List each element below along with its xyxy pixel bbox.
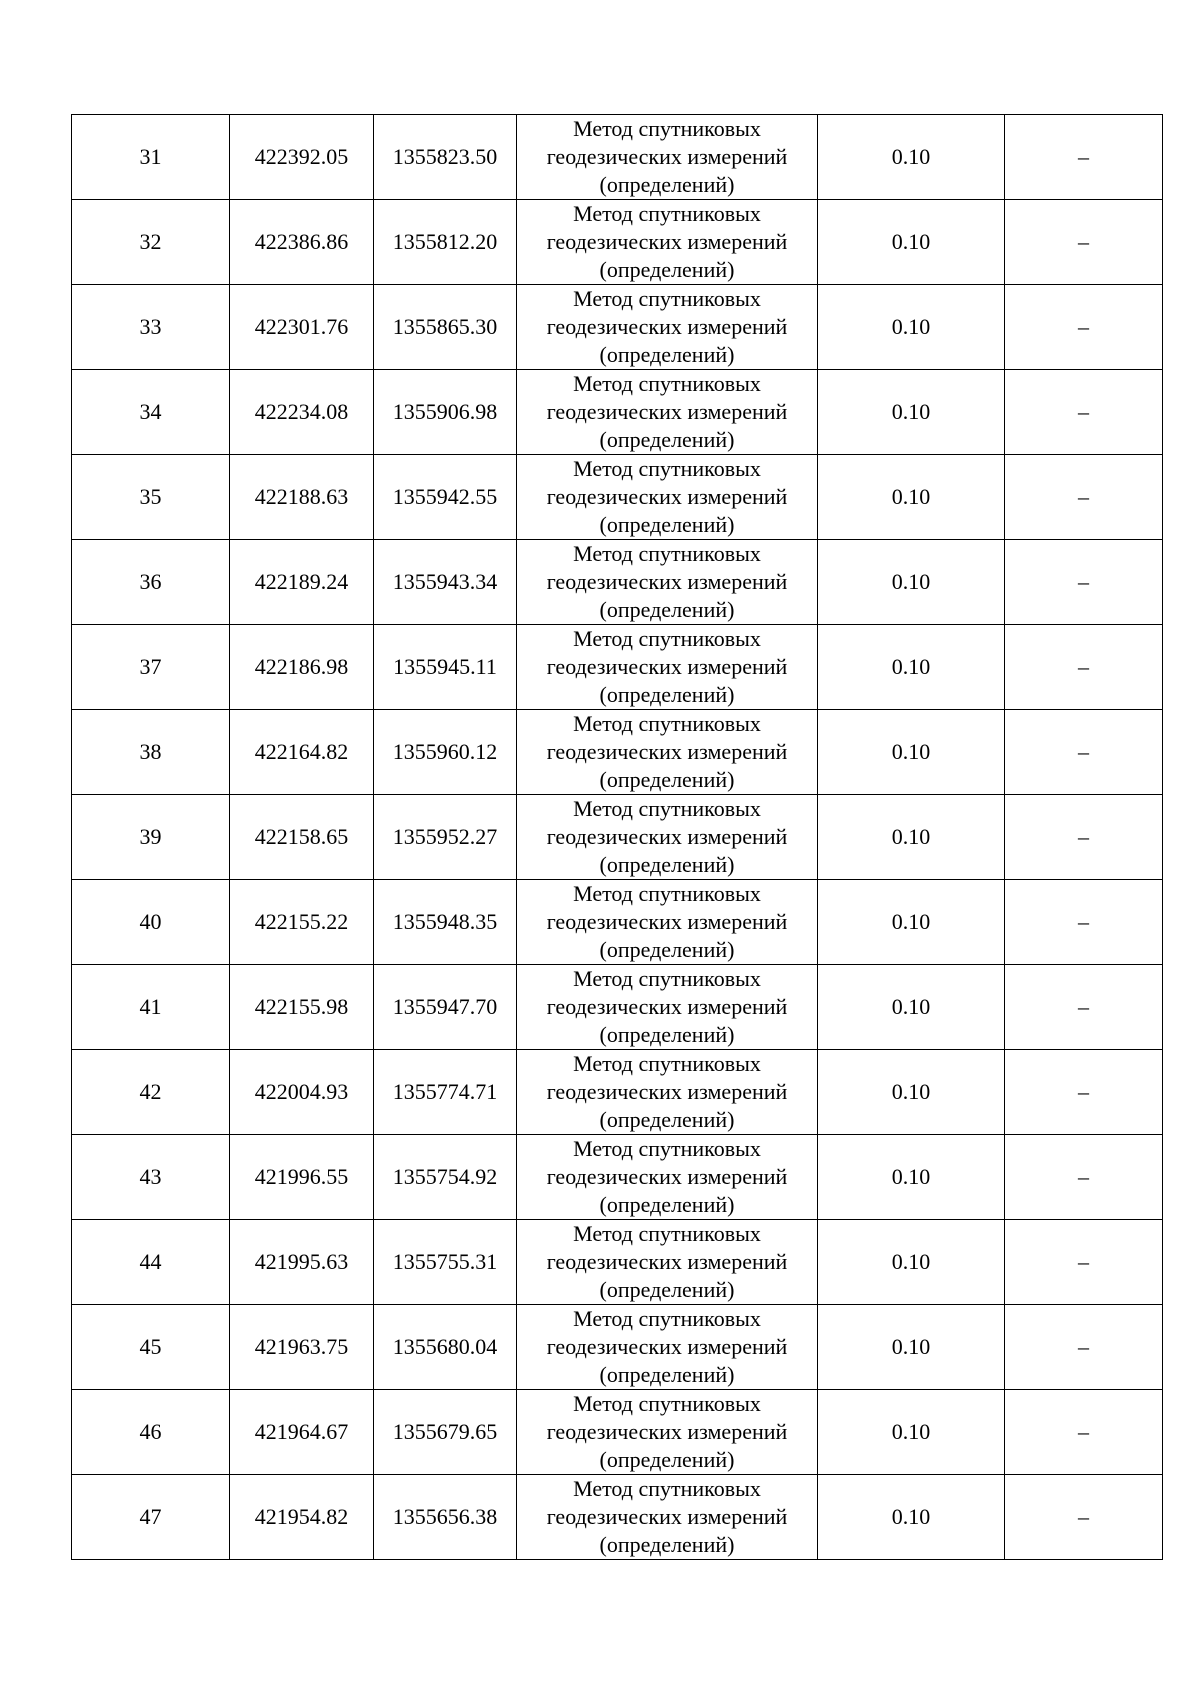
y-coordinate-cell: 1355774.71 <box>374 1050 517 1135</box>
description-cell: – <box>1005 965 1163 1050</box>
description-cell: – <box>1005 1475 1163 1560</box>
method-cell <box>517 1135 818 1220</box>
method-line: геодезических измерений <box>546 909 788 934</box>
method-line: Метод спутниковых <box>573 371 761 396</box>
table-row <box>72 1050 1163 1135</box>
method-line: (определений) <box>599 1447 735 1472</box>
accuracy-cell: 0.10 <box>818 285 1005 370</box>
method-line: (определений) <box>599 1362 735 1387</box>
method-cell <box>517 1475 818 1560</box>
point-number-cell: 41 <box>72 965 230 1050</box>
y-coordinate-cell: 1355945.11 <box>374 625 517 710</box>
method-line: (определений) <box>599 852 735 877</box>
table-row <box>72 625 1163 710</box>
method-line: (определений) <box>599 1107 735 1132</box>
point-number-cell: 34 <box>72 370 230 455</box>
method-line: Метод спутниковых <box>573 201 761 226</box>
method-line: геодезических измерений <box>546 1249 788 1274</box>
x-coordinate-cell: 422155.22 <box>230 880 374 965</box>
method-line: геодезических измерений <box>546 569 788 594</box>
y-coordinate-cell: 1355942.55 <box>374 455 517 540</box>
y-coordinate-cell: 1355754.92 <box>374 1135 517 1220</box>
point-number-cell: 45 <box>72 1305 230 1390</box>
y-coordinate-cell: 1355680.04 <box>374 1305 517 1390</box>
x-coordinate-cell: 421964.67 <box>230 1390 374 1475</box>
table-row <box>72 540 1163 625</box>
method-line: Метод спутниковых <box>573 1051 761 1076</box>
method-cell <box>517 370 818 455</box>
accuracy-cell: 0.10 <box>818 965 1005 1050</box>
y-coordinate-cell: 1355679.65 <box>374 1390 517 1475</box>
accuracy-cell: 0.10 <box>818 540 1005 625</box>
table-body <box>72 115 1163 1560</box>
description-cell: – <box>1005 370 1163 455</box>
description-cell: – <box>1005 880 1163 965</box>
coordinates-table <box>71 114 1163 1560</box>
point-number-cell: 43 <box>72 1135 230 1220</box>
method-line: Метод спутниковых <box>573 116 761 141</box>
accuracy-cell: 0.10 <box>818 1305 1005 1390</box>
x-coordinate-cell: 422301.76 <box>230 285 374 370</box>
x-coordinate-cell: 422155.98 <box>230 965 374 1050</box>
point-number-cell: 47 <box>72 1475 230 1560</box>
method-line: Метод спутниковых <box>573 1391 761 1416</box>
table-row <box>72 1475 1163 1560</box>
point-number-cell: 44 <box>72 1220 230 1305</box>
table-row <box>72 455 1163 540</box>
table-row <box>72 370 1163 455</box>
y-coordinate-cell: 1355755.31 <box>374 1220 517 1305</box>
point-number-cell: 40 <box>72 880 230 965</box>
method-line: (определений) <box>599 597 735 622</box>
y-coordinate-cell: 1355948.35 <box>374 880 517 965</box>
method-line: геодезических измерений <box>546 1334 788 1359</box>
method-line: Метод спутниковых <box>573 456 761 481</box>
accuracy-cell: 0.10 <box>818 1220 1005 1305</box>
y-coordinate-cell: 1355865.30 <box>374 285 517 370</box>
x-coordinate-cell: 421995.63 <box>230 1220 374 1305</box>
accuracy-cell: 0.10 <box>818 710 1005 795</box>
point-number-cell: 38 <box>72 710 230 795</box>
method-line: Метод спутниковых <box>573 1136 761 1161</box>
method-line: (определений) <box>599 427 735 452</box>
description-cell: – <box>1005 625 1163 710</box>
method-line: (определений) <box>599 682 735 707</box>
table-row <box>72 880 1163 965</box>
method-line: геодезических измерений <box>546 1079 788 1104</box>
description-cell: – <box>1005 200 1163 285</box>
method-line: Метод спутниковых <box>573 286 761 311</box>
method-line: (определений) <box>599 1022 735 1047</box>
point-number-cell: 36 <box>72 540 230 625</box>
method-line: геодезических измерений <box>546 1504 788 1529</box>
method-cell <box>517 455 818 540</box>
table-row <box>72 1305 1163 1390</box>
method-line: (определений) <box>599 937 735 962</box>
accuracy-cell: 0.10 <box>818 795 1005 880</box>
method-line: геодезических измерений <box>546 654 788 679</box>
method-cell <box>517 625 818 710</box>
x-coordinate-cell: 421996.55 <box>230 1135 374 1220</box>
point-number-cell: 33 <box>72 285 230 370</box>
method-line: Метод спутниковых <box>573 1476 761 1501</box>
method-line: (определений) <box>599 1277 735 1302</box>
accuracy-cell: 0.10 <box>818 370 1005 455</box>
method-line: геодезических измерений <box>546 399 788 424</box>
description-cell: – <box>1005 285 1163 370</box>
description-cell: – <box>1005 455 1163 540</box>
method-line: (определений) <box>599 767 735 792</box>
point-number-cell: 35 <box>72 455 230 540</box>
method-cell <box>517 1305 818 1390</box>
x-coordinate-cell: 422164.82 <box>230 710 374 795</box>
description-cell: – <box>1005 710 1163 795</box>
x-coordinate-cell: 421963.75 <box>230 1305 374 1390</box>
method-line: (определений) <box>599 1192 735 1217</box>
table-row <box>72 710 1163 795</box>
table-row <box>72 285 1163 370</box>
method-line: геодезических измерений <box>546 994 788 1019</box>
table-row <box>72 795 1163 880</box>
table-row <box>72 965 1163 1050</box>
x-coordinate-cell: 422392.05 <box>230 115 374 200</box>
description-cell: – <box>1005 1220 1163 1305</box>
method-cell <box>517 965 818 1050</box>
y-coordinate-cell: 1355960.12 <box>374 710 517 795</box>
accuracy-cell: 0.10 <box>818 1390 1005 1475</box>
description-cell: – <box>1005 115 1163 200</box>
accuracy-cell: 0.10 <box>818 115 1005 200</box>
method-line: (определений) <box>599 512 735 537</box>
point-number-cell: 37 <box>72 625 230 710</box>
method-line: геодезических измерений <box>546 144 788 169</box>
description-cell: – <box>1005 795 1163 880</box>
method-line: геодезических измерений <box>546 824 788 849</box>
method-cell <box>517 540 818 625</box>
method-cell <box>517 1050 818 1135</box>
method-line: (определений) <box>599 342 735 367</box>
table-row <box>72 1390 1163 1475</box>
method-line: (определений) <box>599 172 735 197</box>
table-row <box>72 115 1163 200</box>
method-line: (определений) <box>599 257 735 282</box>
point-number-cell: 32 <box>72 200 230 285</box>
description-cell: – <box>1005 1390 1163 1475</box>
x-coordinate-cell: 422158.65 <box>230 795 374 880</box>
point-number-cell: 31 <box>72 115 230 200</box>
y-coordinate-cell: 1355812.20 <box>374 200 517 285</box>
point-number-cell: 42 <box>72 1050 230 1135</box>
y-coordinate-cell: 1355947.70 <box>374 965 517 1050</box>
accuracy-cell: 0.10 <box>818 200 1005 285</box>
method-cell <box>517 285 818 370</box>
method-line: геодезических измерений <box>546 229 788 254</box>
method-line: геодезических измерений <box>546 484 788 509</box>
method-line: геодезических измерений <box>546 314 788 339</box>
y-coordinate-cell: 1355823.50 <box>374 115 517 200</box>
x-coordinate-cell: 422186.98 <box>230 625 374 710</box>
description-cell: – <box>1005 1135 1163 1220</box>
method-line: Метод спутниковых <box>573 541 761 566</box>
y-coordinate-cell: 1355906.98 <box>374 370 517 455</box>
method-line: геодезических измерений <box>546 1419 788 1444</box>
description-cell: – <box>1005 1305 1163 1390</box>
method-line: Метод спутниковых <box>573 1306 761 1331</box>
method-line: Метод спутниковых <box>573 626 761 651</box>
method-line: Метод спутниковых <box>573 966 761 991</box>
x-coordinate-cell: 421954.82 <box>230 1475 374 1560</box>
y-coordinate-cell: 1355943.34 <box>374 540 517 625</box>
accuracy-cell: 0.10 <box>818 455 1005 540</box>
x-coordinate-cell: 422004.93 <box>230 1050 374 1135</box>
accuracy-cell: 0.10 <box>818 1135 1005 1220</box>
method-cell <box>517 200 818 285</box>
point-number-cell: 46 <box>72 1390 230 1475</box>
accuracy-cell: 0.10 <box>818 1475 1005 1560</box>
accuracy-cell: 0.10 <box>818 625 1005 710</box>
x-coordinate-cell: 422189.24 <box>230 540 374 625</box>
accuracy-cell: 0.10 <box>818 880 1005 965</box>
method-cell <box>517 710 818 795</box>
x-coordinate-cell: 422386.86 <box>230 200 374 285</box>
method-line: геодезических измерений <box>546 739 788 764</box>
method-line: Метод спутниковых <box>573 711 761 736</box>
method-cell <box>517 1390 818 1475</box>
table-row <box>72 1135 1163 1220</box>
point-number-cell: 39 <box>72 795 230 880</box>
method-line: (определений) <box>599 1532 735 1557</box>
method-cell <box>517 880 818 965</box>
accuracy-cell: 0.10 <box>818 1050 1005 1135</box>
method-cell <box>517 115 818 200</box>
x-coordinate-cell: 422188.63 <box>230 455 374 540</box>
y-coordinate-cell: 1355952.27 <box>374 795 517 880</box>
method-line: Метод спутниковых <box>573 881 761 906</box>
description-cell: – <box>1005 1050 1163 1135</box>
method-cell <box>517 1220 818 1305</box>
description-cell: – <box>1005 540 1163 625</box>
table-row <box>72 200 1163 285</box>
method-line: Метод спутниковых <box>573 1221 761 1246</box>
method-line: геодезических измерений <box>546 1164 788 1189</box>
method-cell <box>517 795 818 880</box>
x-coordinate-cell: 422234.08 <box>230 370 374 455</box>
table-row <box>72 1220 1163 1305</box>
method-line: Метод спутниковых <box>573 796 761 821</box>
y-coordinate-cell: 1355656.38 <box>374 1475 517 1560</box>
